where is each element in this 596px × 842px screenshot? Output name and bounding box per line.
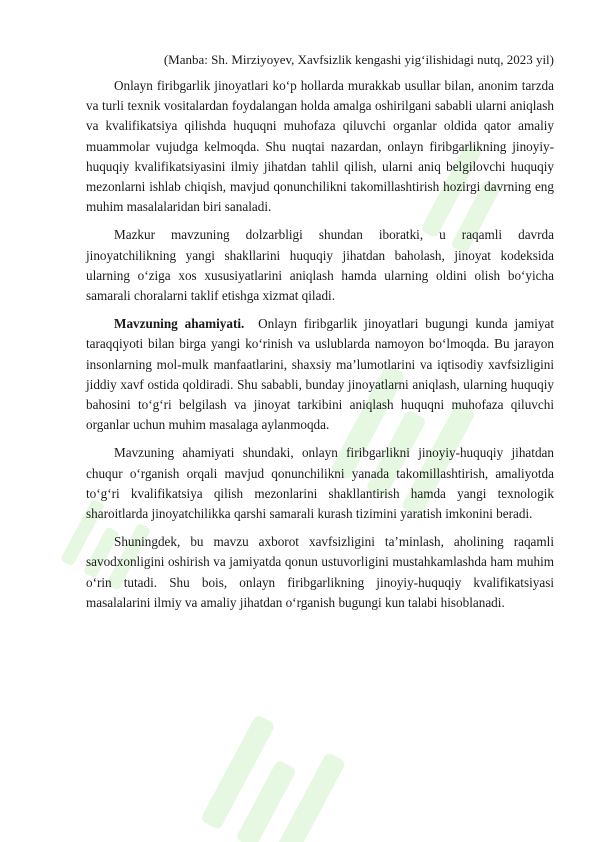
paragraph-3-lead: Mavzuning ahamiyati. xyxy=(114,316,245,332)
paragraph-3 xyxy=(86,314,554,435)
source-note: (Manba: Sh. Mirziyoyev, Xavfsizlik kengashi yig‘ilishidagi nutq, 2023 yil) xyxy=(163,52,554,67)
paragraph-4: Mavzuning ahamiyati shundaki, onlayn firibgarlikni jinoyiy-huquqiy jihatdan chuqur o‘rganish orqali mavjud qonunchilikni yanada takomillashtirish, amaliyotda to‘g‘ri kvalifikatsiya qilish mezonlarini shakllantirish hamda yangi texnologik sharoitlarda jinoyatchilikka qarshi samarali kurash tizimini yaratish imkonini beradi. xyxy=(86,445,554,522)
paragraph-3-text: Onlayn firibgarlik jinoyatlari bugungi kunda jamiyat taraqqiyoti bilan birga yangi ko‘rinish va uslublarda namoyon bo‘lmoqda. Bu jarayon insonlarning mol-mulk manfaatlarini, shaxsiy ma’lumotlarini va iqtisodiy xavfsizligini jiddiy xavf ostida qoldiradi. Shu sababli, bunday jinoyatlarni aniqlash, ularning huquqiy bahosini to‘g‘ri belgilash va jinoyat tarkibini aniqlash huquqni muhofaza qiluvchi organlar uchun muhim masalaga aylanmoqda. xyxy=(86,316,554,433)
paragraph-1: Onlayn firibgarlik jinoyatlari ko‘p hollarda murakkab usullar bilan, anonim tarzda va turli texnik vositalardan foydalangan holda amalga oshirilgani sababli ularni aniqlash va kvalifikatsiya qilishda huquqni muhofaza qiluvchi organlar oldida qator amaliy muammolar vujudga kelmoqda. Shu nuqtai nazardan, onlayn firibgarlikning jinoyiy-huquqiy kvalifikatsiyasini ilmiy jihatdan tahlil qilish, ularni aniq belgilovchi huquqiy mezonlarni ishlab chiqish, mavjud qonunchilikni takomillashtirish hozirgi davrning eng muhim masalalaridan biri sanaladi. xyxy=(86,78,554,215)
document-page xyxy=(86,50,554,621)
paragraph-2: Mazkur mavzuning dolzarbligi shundan iboratki, u raqamli davrda jinoyatchilikning yangi shakllarini huquqiy jihatdan baholash, jinoyat kodeksida ularning o‘ziga xos xususiyatlarini aniqlash hamda ularning oldini olish bo‘yicha samarali choralarni taklif etishga xizmat qiladi. xyxy=(86,227,554,304)
paragraph-5: Shuningdek, bu mavzu axborot xavfsizligini ta’minlash, aholining raqamli savodxonligini oshirish va jamiyatda qonun ustuvorligini mustahkamlashda ham muhim o‘rin tutadi. Shu bois, onlayn firibgarlikning jinoyiy-huquqiy kvalifikatsiyasi masalalarini ilmiy va amaliy jihatdan o‘rganish bugungi kun talabi hisoblanadi. xyxy=(86,534,554,610)
